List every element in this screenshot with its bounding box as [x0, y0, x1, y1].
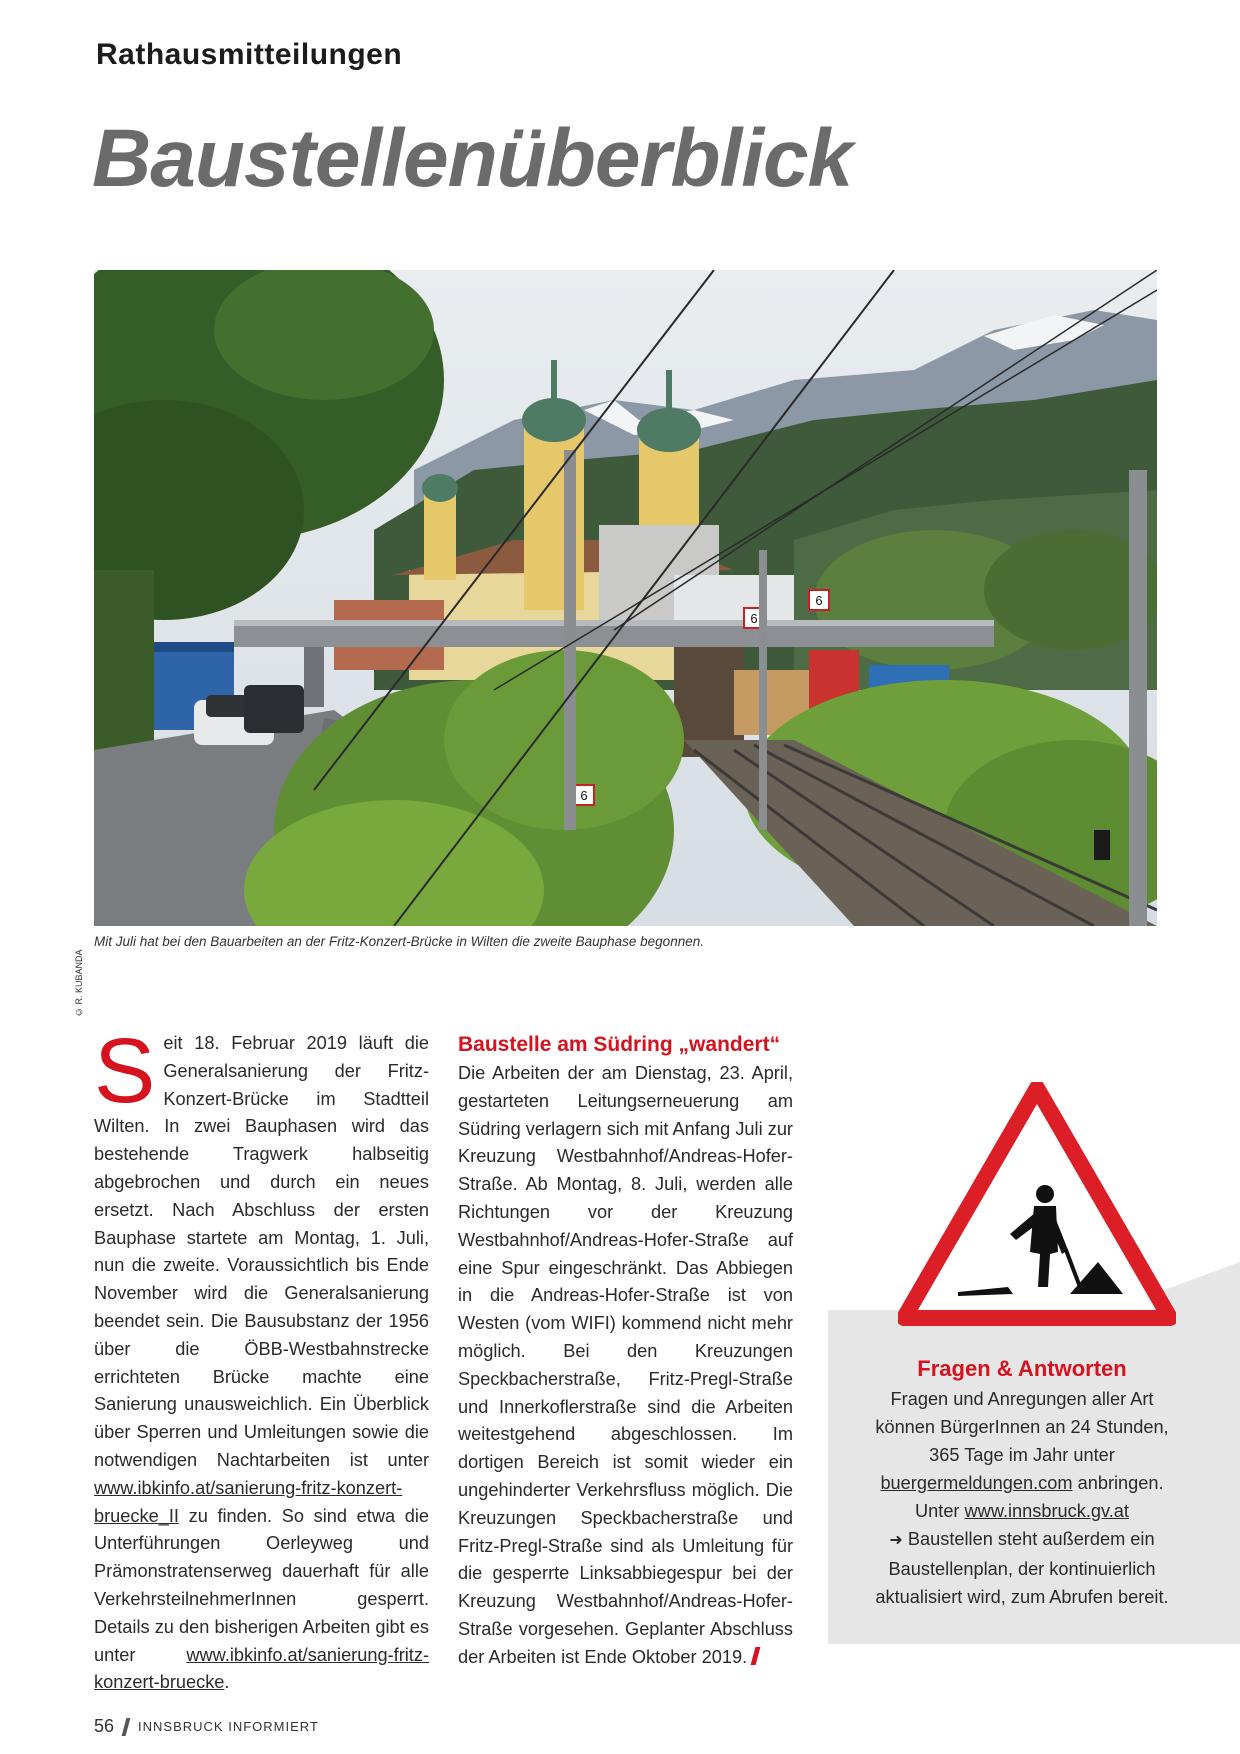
faq-text: Fragen und Anregungen aller Art können BürgerInnen an 24 Stunden, 365 Tage im Jahr unter [875, 1389, 1169, 1465]
bridge-sign-number-2: 6 [815, 593, 823, 608]
faq-title: Fragen & Antworten [917, 1356, 1127, 1381]
drop-cap: S [94, 1020, 156, 1122]
link-ibkinfo-sanierung-ii[interactable]: www.ibkinfo.at/sanierung-fritz-konzert-bruecke_II [94, 1477, 403, 1526]
construction-warning-sign-icon [898, 1082, 1176, 1326]
link-innsbruck-gv[interactable]: www.innsbruck.gv.at [964, 1501, 1129, 1521]
magazine-name: INNSBRUCK INFORMIERT [138, 1719, 319, 1734]
page-title: Baustellenüberblick [92, 113, 853, 204]
page-footer [94, 1716, 319, 1737]
track-sign-number: 6 [580, 788, 588, 803]
bridge-sign-number: 6 [750, 611, 758, 626]
photo-caption: Mit Juli hat bei den Bauarbeiten an der Fritz-Konzert-Brücke in Wilten die zweite Bauphase begonnen. [94, 934, 704, 949]
subheading-suedring: Baustelle am Südring „wandert“ [458, 1033, 781, 1056]
page-number: 56 [94, 1716, 115, 1736]
article-column-1 [94, 1020, 429, 1697]
article-text: eit 18. Februar 2019 läuft die Generalsanierung der Fritz-Konzert-Brücke im Stadtteil Wilten. In zwei Bauphasen wird das bestehende Tragwerk halbseitig abgebrochen und durch ein neues ersetzt. Nach Abschluss der ersten Bauphase startete am Montag, 1. Juli, nun die zweite. Voraussichtlich bis Ende November wird die Generalsanierung beendet sein. Die Bausubstanz der 1956 über die ÖBB-Westbahnstrecke errichteten Brücke machte eine Sanierung unausweichlich. Ein Überblick über Sperren und Umleitungen sowie die notwendigen Nachtarbeiten ist unter [94, 1033, 429, 1470]
article-text: . [224, 1672, 230, 1693]
article-text: Die Arbeiten der am Dienstag, 23. April, gestarteten Leitungserneuerung am Südring verlagern sich mit Anfang Juli zur Kreuzung Westbahnhof/Andreas-Hofer-Straße. Ab Montag, 8. Juli, werden alle Richtungen vor der Kreuzung Westbahnhof/Andreas-Hofer-Straße auf eine Spur eingeschränkt. Das Abbiegen in die Andreas-Hofer-Straße ist von Westen (vom WIFI) kommend nicht mehr möglich. Bei den Kreuzungen Speckbacherstraße, Fritz-Pregl-Straße und Innerkoflerstraße sind die Arbeiten weitestgehend abgeschlossen. Im dortigen Bereich ist somit wieder ein ungehinderter Verkehrsfluss möglich. Die Kreuzungen Speckbacherstraße und Fritz-Pregl-Straße sind als Umleitung für die gesperrte Linksabbiegespur bei der Kreuzung Westbahnhof/Andreas-Hofer-Straße vorgesehen. Geplanter Abschluss der Arbeiten ist Ende Oktober 2019. [458, 1063, 793, 1667]
faq-text: Baustellen steht außerdem ein Baustellenplan, der kontinuierlich aktualisiert wird, zum Abrufen bereit. [875, 1529, 1169, 1607]
end-mark [751, 1647, 761, 1665]
link-buergermeldungen[interactable]: buergermeldungen.com [880, 1473, 1073, 1493]
section-label: Rathausmitteilungen [96, 38, 403, 71]
article-column-2 [458, 1030, 793, 1672]
footer-separator [122, 1718, 131, 1736]
photo-credit: © R. KUBANDA [74, 949, 84, 1017]
article-text: zu finden. So sind etwa die Unterführungen Oerleyweg und Prämonstratenserweg dauerhaft für alle VerkehrsteilnehmerInnen gesperrt. Details zu den bisherigen Arbeiten gibt es unter [94, 1505, 429, 1665]
faq-text: anbringen. Unter [915, 1473, 1164, 1521]
link-ibkinfo-sanierung[interactable]: www.ibkinfo.at/sanierung-fritz-konzert-bruecke [94, 1644, 429, 1693]
arrow-right-icon: ➜ [889, 1532, 903, 1549]
faq-box [862, 1355, 1182, 1611]
article-photo [94, 270, 1157, 926]
